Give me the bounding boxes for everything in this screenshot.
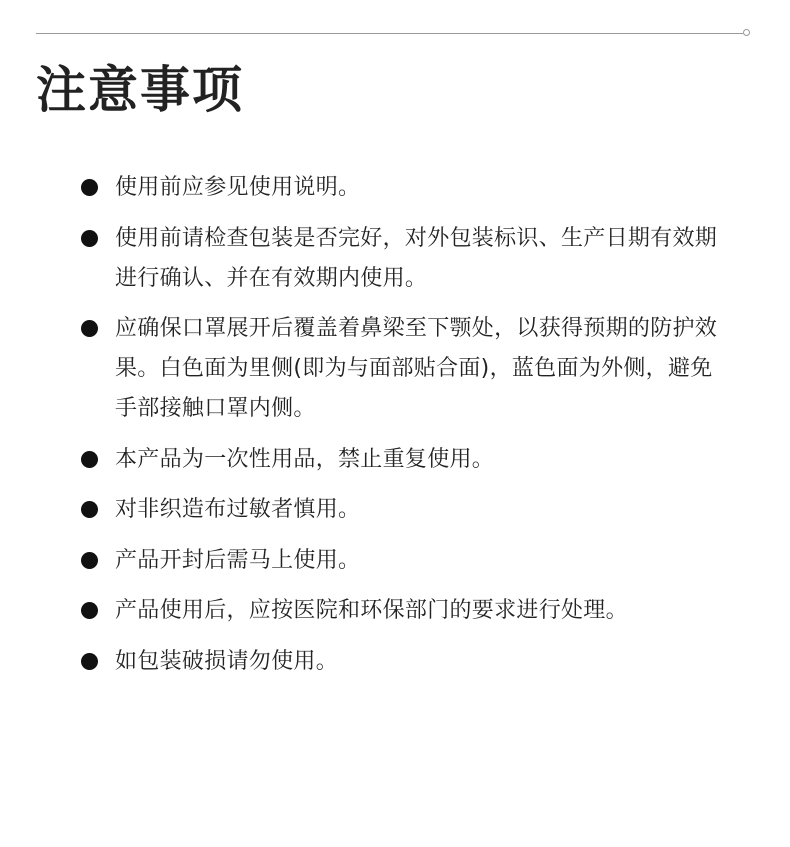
notice-item-2 <box>78 219 728 299</box>
notice-item-8 <box>78 642 728 682</box>
page-title: 注意事项 <box>36 61 244 119</box>
notice-text: 使用前请检查包装是否完好，对外包装标识、生产日期有效期进行确认、并在有效期内使用。 <box>115 225 718 291</box>
bullet-icon <box>81 451 98 468</box>
notice-text: 对非织造布过敏者慎用。 <box>115 497 361 522</box>
notice-item-7 <box>78 591 728 631</box>
notice-item-6 <box>78 541 728 581</box>
notice-list <box>78 168 728 692</box>
notice-text: 如包装破损请勿使用。 <box>115 648 339 674</box>
notice-text: 本产品为一次性用品，禁止重复使用。 <box>115 446 495 472</box>
bullet-icon <box>81 602 98 619</box>
notice-item-4 <box>78 440 728 480</box>
bullet-icon <box>81 653 98 670</box>
bullet-icon <box>81 179 98 196</box>
top-divider-line <box>36 33 743 34</box>
bullet-icon <box>81 320 98 337</box>
bullet-icon <box>81 230 98 247</box>
notice-text: 使用前应参见使用说明。 <box>115 175 361 200</box>
divider-end-circle-icon <box>743 29 750 36</box>
notice-item-1 <box>78 168 728 208</box>
bullet-icon <box>81 501 98 518</box>
notice-text: 产品使用后，应按医院和环保部门的要求进行处理。 <box>115 598 628 623</box>
notice-item-3 <box>78 309 728 429</box>
notice-item-5 <box>78 490 728 530</box>
bullet-icon <box>81 552 98 569</box>
notice-text: 产品开封后需马上使用。 <box>115 547 361 573</box>
notice-text: 应确保口罩展开后覆盖着鼻梁至下颚处，以获得预期的防护效果。白色面为里侧(即为与面部贴合面)，蓝色面为外侧，避免手部接触口罩内侧。 <box>115 316 718 421</box>
